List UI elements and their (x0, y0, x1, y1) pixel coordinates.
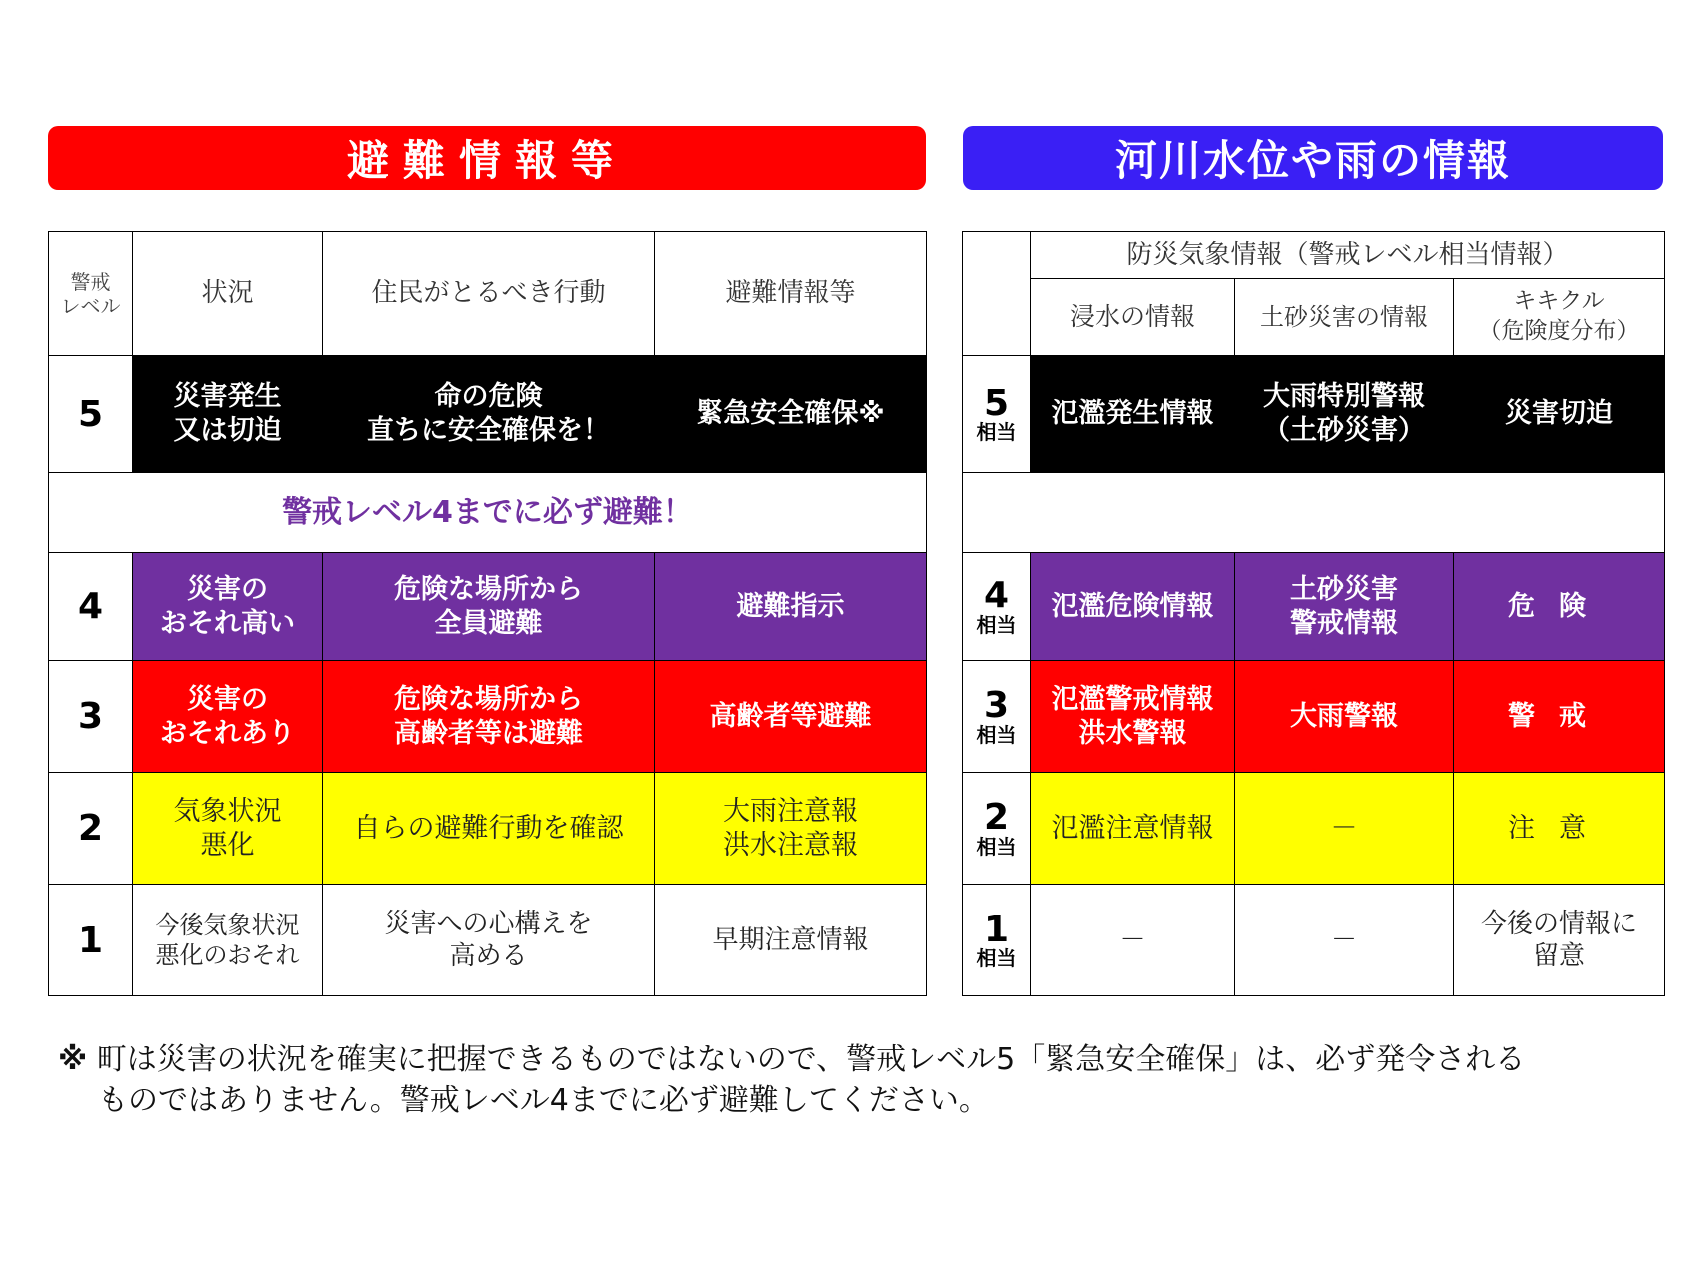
weather-info-table (962, 231, 1665, 996)
table-row-level-4 (963, 553, 1665, 661)
level-equivalent (963, 356, 1031, 473)
flood-info-cell: 氾濫危険情報 (1031, 553, 1235, 661)
landslide-info-cell: 土砂災害 警戒情報 (1235, 553, 1454, 661)
flood-info-cell: 氾濫注意情報 (1031, 773, 1235, 885)
level-number: 3 (49, 661, 133, 773)
header-blank (963, 232, 1031, 356)
footnote-line-1: 町は災害の状況を確実に把握できるものではないので、警戒レベル5「緊急安全確保」は、必ず発令される (96, 1042, 1526, 1077)
table-row-level-3 (49, 661, 927, 773)
level-number: 4 (983, 575, 1010, 617)
evacuation-info-banner: 避難情報等 (48, 126, 926, 190)
kikikuru-cell: 今後の情報に 留意 (1454, 885, 1665, 996)
level-suffix: 相当 (976, 420, 1017, 445)
kikikuru-cell: 注意 (1454, 773, 1665, 885)
evac-info-cell: 早期注意情報 (655, 885, 927, 996)
blank-row (963, 473, 1665, 553)
level-number: 5 (983, 382, 1010, 424)
table-header-row (49, 232, 927, 356)
action-cell: 危険な場所から 高齢者等は避難 (323, 661, 655, 773)
flood-info-cell: 氾濫警戒情報 洪水警報 (1031, 661, 1235, 773)
level-number: 5 (49, 356, 133, 473)
level-equivalent (963, 773, 1031, 885)
level-suffix: 相当 (976, 946, 1017, 971)
action-cell: 命の危険 直ちに安全確保を！ (323, 356, 655, 473)
level-suffix: 相当 (976, 722, 1017, 747)
situation-cell: 気象状況 悪化 (133, 773, 323, 885)
situation-cell: 災害の おそれ高い (133, 553, 323, 661)
action-cell: 自らの避難行動を確認 (323, 773, 655, 885)
river-rain-info-banner: 河川水位や雨の情報 (963, 126, 1663, 190)
header-action: 住民がとるべき行動 (323, 232, 655, 356)
table-row-level-4 (49, 553, 927, 661)
kikikuru-cell: 危険 (1454, 553, 1665, 661)
table-row-level-1 (49, 885, 927, 996)
action-cell: 危険な場所から 全員避難 (323, 553, 655, 661)
level-number: 4 (49, 553, 133, 661)
table-row-level-5 (963, 356, 1665, 473)
header-evac-info: 避難情報等 (655, 232, 927, 356)
landslide-info-cell: － (1235, 773, 1454, 885)
table-row-level-2 (963, 773, 1665, 885)
level-suffix: 相当 (976, 612, 1017, 637)
table-row-level-2 (49, 773, 927, 885)
evac-info-cell: 大雨注意報 洪水注意報 (655, 773, 927, 885)
header-weather-info-group: 防災気象情報（警戒レベル相当情報） (1031, 232, 1665, 279)
kikikuru-cell: 警戒 (1454, 661, 1665, 773)
footnote-line-2: ものではありません。警戒レベル4までに必ず避難してください。 (98, 1082, 989, 1118)
footnote (58, 1040, 1658, 1121)
level-equivalent (963, 553, 1031, 661)
level-number: 3 (983, 685, 1010, 727)
level-suffix: 相当 (976, 834, 1017, 859)
footnote-mark: ※ (58, 1042, 88, 1077)
flood-info-cell: 氾濫発生情報 (1031, 356, 1235, 473)
table-row-level-3 (963, 661, 1665, 773)
table-row-level-5 (49, 356, 927, 473)
table-header-row (963, 232, 1665, 279)
flood-info-cell: － (1031, 885, 1235, 996)
header-flood-info: 浸水の情報 (1031, 279, 1235, 356)
evacuation-level-table (48, 231, 927, 996)
notice-row (49, 473, 927, 553)
blank-cell (963, 473, 1665, 553)
landslide-info-cell: － (1235, 885, 1454, 996)
evac-info-cell: 緊急安全確保※ (655, 356, 927, 473)
level-equivalent (963, 885, 1031, 996)
level-number: 1 (49, 885, 133, 996)
table-row-level-1 (963, 885, 1665, 996)
header-kikikuru: キキクル （危険度分布） (1454, 279, 1665, 356)
table-subheader-row (963, 279, 1665, 356)
landslide-info-cell: 大雨特別警報 （土砂災害） (1235, 356, 1454, 473)
kikikuru-cell: 災害切迫 (1454, 356, 1665, 473)
situation-cell: 災害の おそれあり (133, 661, 323, 773)
level-equivalent (963, 661, 1031, 773)
level-number: 2 (49, 773, 133, 885)
landslide-info-cell: 大雨警報 (1235, 661, 1454, 773)
evac-info-cell: 高齢者等避難 (655, 661, 927, 773)
level-number: 2 (983, 797, 1010, 839)
header-landslide-info: 土砂災害の情報 (1235, 279, 1454, 356)
evac-info-cell: 避難指示 (655, 553, 927, 661)
header-situation: 状況 (133, 232, 323, 356)
level-number: 1 (983, 908, 1010, 950)
situation-cell: 災害発生 又は切迫 (133, 356, 323, 473)
header-level: 警戒 レベル (49, 232, 133, 356)
action-cell: 災害への心構えを 高める (323, 885, 655, 996)
situation-cell: 今後気象状況 悪化のおそれ (133, 885, 323, 996)
evacuate-by-level4-notice: 警戒レベル4までに必ず避難！ (49, 473, 927, 553)
